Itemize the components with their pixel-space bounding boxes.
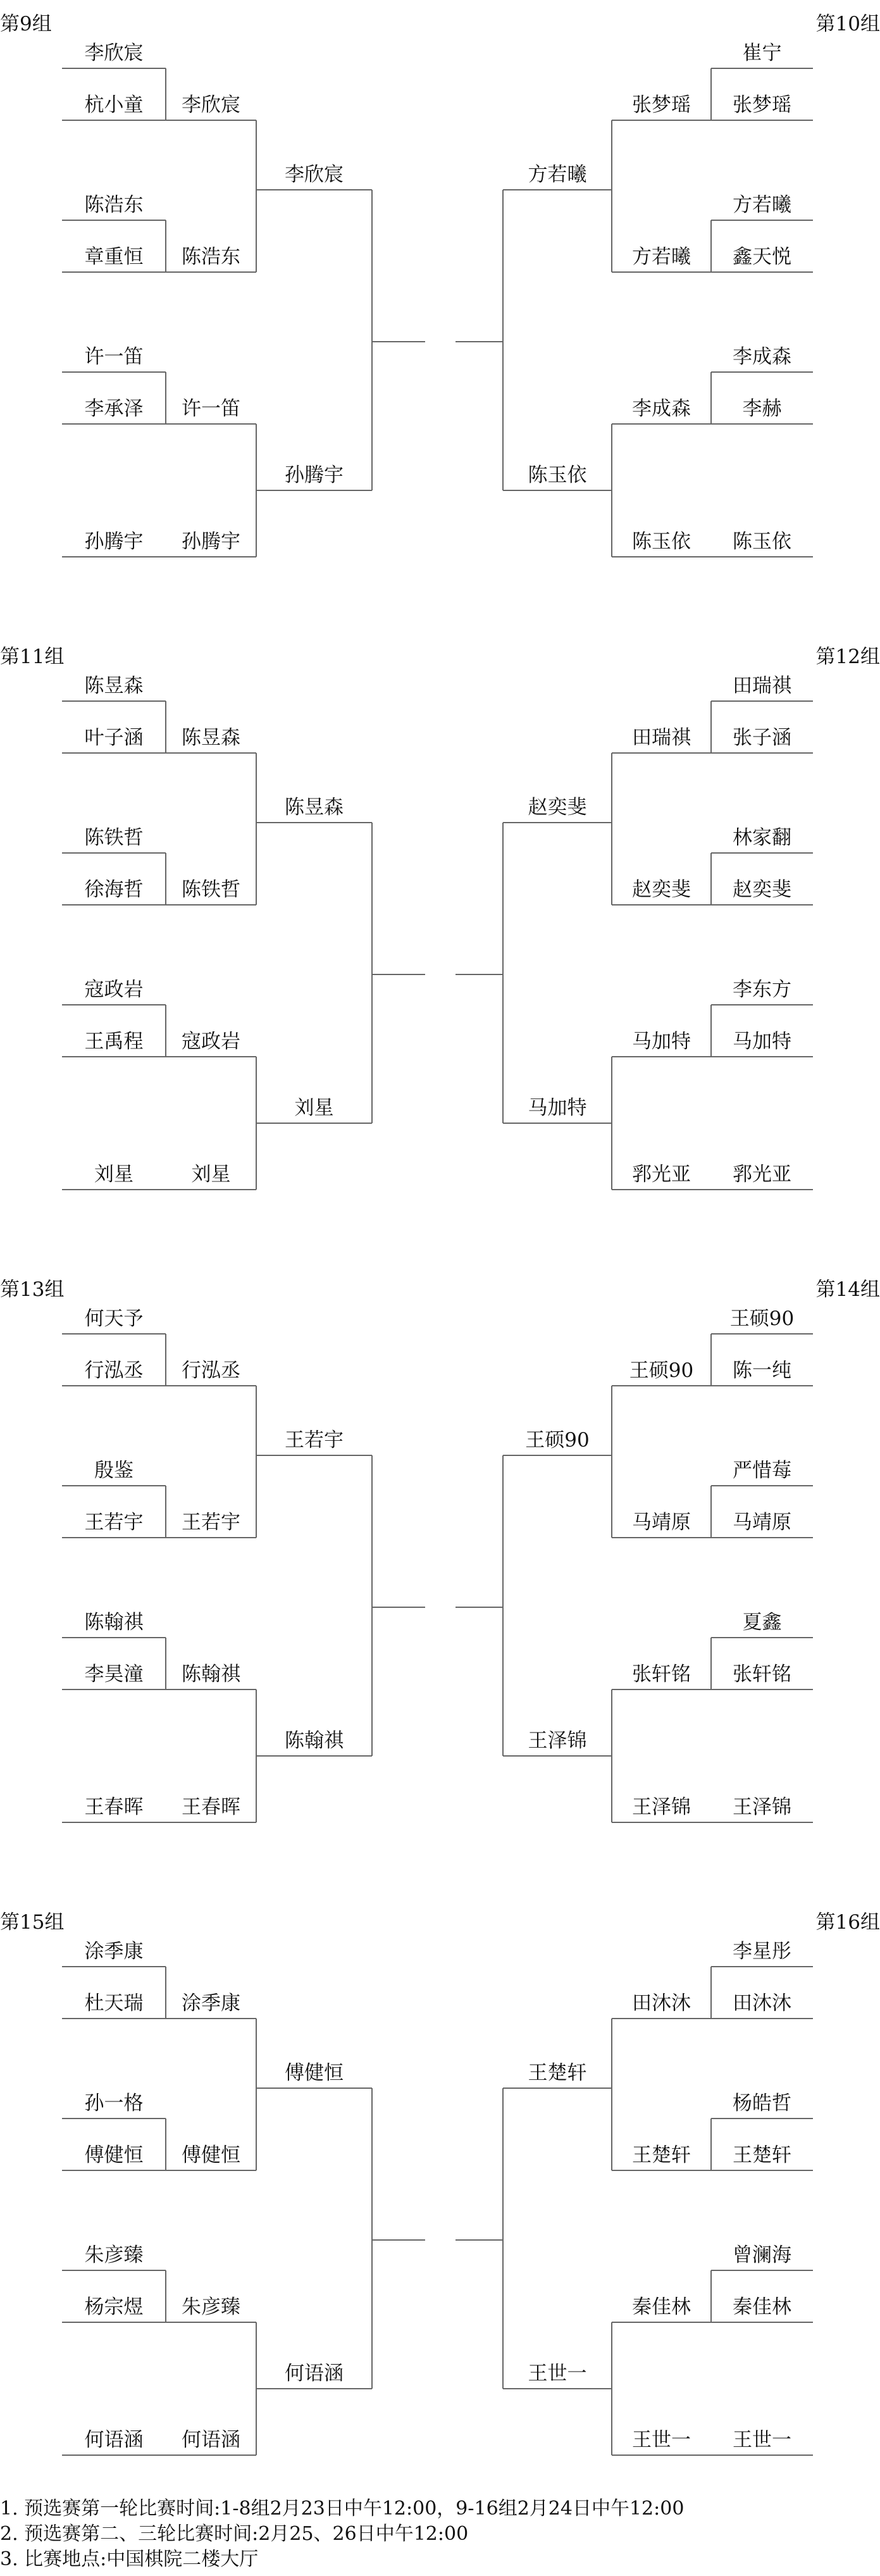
player-name-round3: 李欣宸 <box>285 163 344 186</box>
player-name-round2: 郛光亚 <box>632 1163 691 1186</box>
player-name-round2: 涂季康 <box>182 1992 240 2015</box>
player-name-round2: 王春晖 <box>182 1796 240 1819</box>
player-name-round1: 李赫 <box>742 397 782 420</box>
player-name-round2: 张轩铭 <box>632 1663 691 1686</box>
player-name-round2: 陈浩东 <box>182 246 240 268</box>
player-name-round1: 王楚轩 <box>733 2144 791 2167</box>
player-name-round2: 傅健恒 <box>182 2144 240 2167</box>
player-name-round3: 王楚轩 <box>528 2062 587 2084</box>
player-name-round2: 赵奕斐 <box>632 878 691 901</box>
player-name-round1: 夏鑫 <box>742 1611 782 1634</box>
player-name-round1: 郛光亚 <box>733 1163 791 1186</box>
group-title: 第15组 <box>0 1911 65 1934</box>
player-name-round3: 王硕90 <box>525 1429 590 1452</box>
player-name-round3: 陈翰祺 <box>285 1729 344 1752</box>
player-name-round1: 李东方 <box>733 978 791 1001</box>
player-name-round1: 章重恒 <box>84 246 144 268</box>
player-name-round1: 陈翰祺 <box>84 1611 144 1634</box>
player-name-round1: 马靖原 <box>733 1511 791 1534</box>
player-name-round2: 王若宇 <box>182 1511 240 1534</box>
player-name-round3: 马加特 <box>528 1097 587 1119</box>
player-name-round3: 方若曦 <box>528 163 587 186</box>
player-name-round2: 许一笛 <box>182 397 240 420</box>
player-name-round1: 殷鉴 <box>94 1459 133 1482</box>
group-title: 第14组 <box>815 1278 880 1301</box>
group-title: 第11组 <box>0 645 65 668</box>
player-name-round1: 严惜莓 <box>733 1459 791 1482</box>
player-name-round1: 陈浩东 <box>84 194 144 216</box>
player-name-round1: 陈一纯 <box>733 1359 791 1382</box>
player-name-round2: 马靖原 <box>632 1511 691 1534</box>
player-name-round1: 鑫天悦 <box>733 246 791 268</box>
player-name-round1: 何语涵 <box>84 2429 144 2451</box>
group-title: 第16组 <box>815 1911 880 1934</box>
player-name-round1: 张子涵 <box>733 726 791 749</box>
player-name-round2: 王泽锦 <box>632 1796 691 1819</box>
player-name-round1: 杨皓哲 <box>733 2092 791 2115</box>
player-name-round3: 王泽锦 <box>528 1729 587 1752</box>
player-name-round1: 许一笛 <box>84 345 144 368</box>
player-name-round1: 赵奕斐 <box>733 878 791 901</box>
group-title: 第10组 <box>815 13 880 35</box>
note-schedule-round2-3: 2. 预选赛第二、三轮比赛时间:2月25、26日中午12:00 <box>0 2523 469 2545</box>
player-name-round1: 王泽锦 <box>733 1796 791 1819</box>
player-name-round1: 崔宁 <box>742 42 782 65</box>
player-name-round2: 田瑞祺 <box>632 726 691 749</box>
player-name-round3: 王若宇 <box>285 1429 344 1452</box>
group-title: 第13组 <box>0 1278 65 1301</box>
player-name-round1: 王世一 <box>733 2429 791 2451</box>
player-name-round1: 王硕90 <box>729 1307 795 1330</box>
player-name-round3: 何语涵 <box>285 2362 344 2385</box>
player-name-round1: 杭小童 <box>84 94 144 116</box>
player-name-round2: 张梦瑶 <box>632 94 691 116</box>
player-name-round1: 李承泽 <box>84 397 144 420</box>
player-name-round1: 田沐沐 <box>733 1992 791 2015</box>
group-title: 第12组 <box>815 645 880 668</box>
player-name-round1: 涂季康 <box>84 1940 144 1963</box>
player-name-round2: 孙腾宇 <box>182 530 240 553</box>
notes <box>0 2496 880 2572</box>
player-name-round3: 刘星 <box>294 1097 334 1119</box>
player-name-round3: 孙腾宇 <box>285 464 344 487</box>
note-venue: 3. 比赛地点:中国棋院二楼大厅 <box>0 2548 259 2570</box>
player-name-round1: 张轩铭 <box>733 1663 791 1686</box>
player-name-round3: 赵奕斐 <box>528 796 587 819</box>
player-name-round1: 杜天瑞 <box>84 1992 144 2015</box>
player-name-round1: 朱彦臻 <box>84 2244 144 2267</box>
player-name-round1: 王若宇 <box>84 1511 144 1534</box>
player-name-round1: 孙一格 <box>84 2092 144 2115</box>
player-name-round2: 陈铁哲 <box>182 878 240 901</box>
player-name-round1: 何天予 <box>84 1307 144 1330</box>
player-name-round2: 马加特 <box>632 1030 691 1053</box>
player-name-round1: 傅健恒 <box>84 2144 144 2167</box>
player-name-round2: 陈玉依 <box>632 530 691 553</box>
player-name-round1: 马加特 <box>733 1030 791 1053</box>
player-name-round2: 王楚轩 <box>632 2144 691 2167</box>
player-name-round1: 寇政岩 <box>84 978 144 1001</box>
player-name-round1: 陈昱森 <box>84 675 144 697</box>
player-name-round1: 秦佳林 <box>733 2296 791 2318</box>
player-name-round1: 徐海哲 <box>84 878 144 901</box>
player-name-round3: 陈玉依 <box>528 464 587 487</box>
player-name-round1: 王禹程 <box>84 1030 144 1053</box>
player-name-round2: 王硕90 <box>629 1359 694 1382</box>
player-name-round2: 何语涵 <box>182 2429 240 2451</box>
player-name-round1: 田瑞祺 <box>733 675 791 697</box>
player-name-round2: 李欣宸 <box>182 94 240 116</box>
player-name-round1: 行泓丞 <box>84 1359 144 1382</box>
player-name-round1: 李成森 <box>733 345 791 368</box>
player-name-round3: 傅健恒 <box>285 2062 344 2084</box>
player-name-round1: 李昊潼 <box>84 1663 144 1686</box>
player-name-round1: 林家翻 <box>733 826 791 849</box>
player-name-round1: 刘星 <box>94 1163 133 1186</box>
player-name-round2: 陈昱森 <box>182 726 240 749</box>
player-name-round1: 杨宗煜 <box>84 2296 144 2318</box>
player-name-round1: 孙腾宇 <box>84 530 144 553</box>
player-name-round2: 秦佳林 <box>632 2296 691 2318</box>
player-name-round2: 行泓丞 <box>182 1359 240 1382</box>
player-name-round2: 刘星 <box>191 1163 231 1186</box>
player-name-round2: 田沐沐 <box>632 1992 691 2015</box>
player-name-round1: 王春晖 <box>84 1796 144 1819</box>
player-name-round2: 方若曦 <box>632 246 691 268</box>
player-name-round2: 陈翰祺 <box>182 1663 240 1686</box>
group-title: 第9组 <box>0 13 52 35</box>
player-name-round1: 陈玉依 <box>733 530 791 553</box>
player-name-round1: 陈铁哲 <box>84 826 144 849</box>
player-name-round3: 陈昱森 <box>285 796 344 819</box>
player-name-round2: 朱彦臻 <box>182 2296 240 2318</box>
player-name-round2: 寇政岩 <box>182 1030 240 1053</box>
player-name-round1: 方若曦 <box>733 194 791 216</box>
player-name-round2: 李成森 <box>632 397 691 420</box>
player-name-round1: 李欣宸 <box>84 42 144 65</box>
player-name-round1: 李星彤 <box>733 1940 791 1963</box>
player-name-round1: 叶子涵 <box>84 726 144 749</box>
player-name-round3: 王世一 <box>528 2362 587 2385</box>
player-name-round1: 曾澜海 <box>733 2244 791 2267</box>
note-schedule-round1: 1. 预选赛第一轮比赛时间:1-8组2月23日中午12:00，9-16组2月24日中午12:00 <box>0 2498 685 2520</box>
player-name-round2: 王世一 <box>632 2429 691 2451</box>
player-name-round1: 张梦瑶 <box>733 94 791 116</box>
